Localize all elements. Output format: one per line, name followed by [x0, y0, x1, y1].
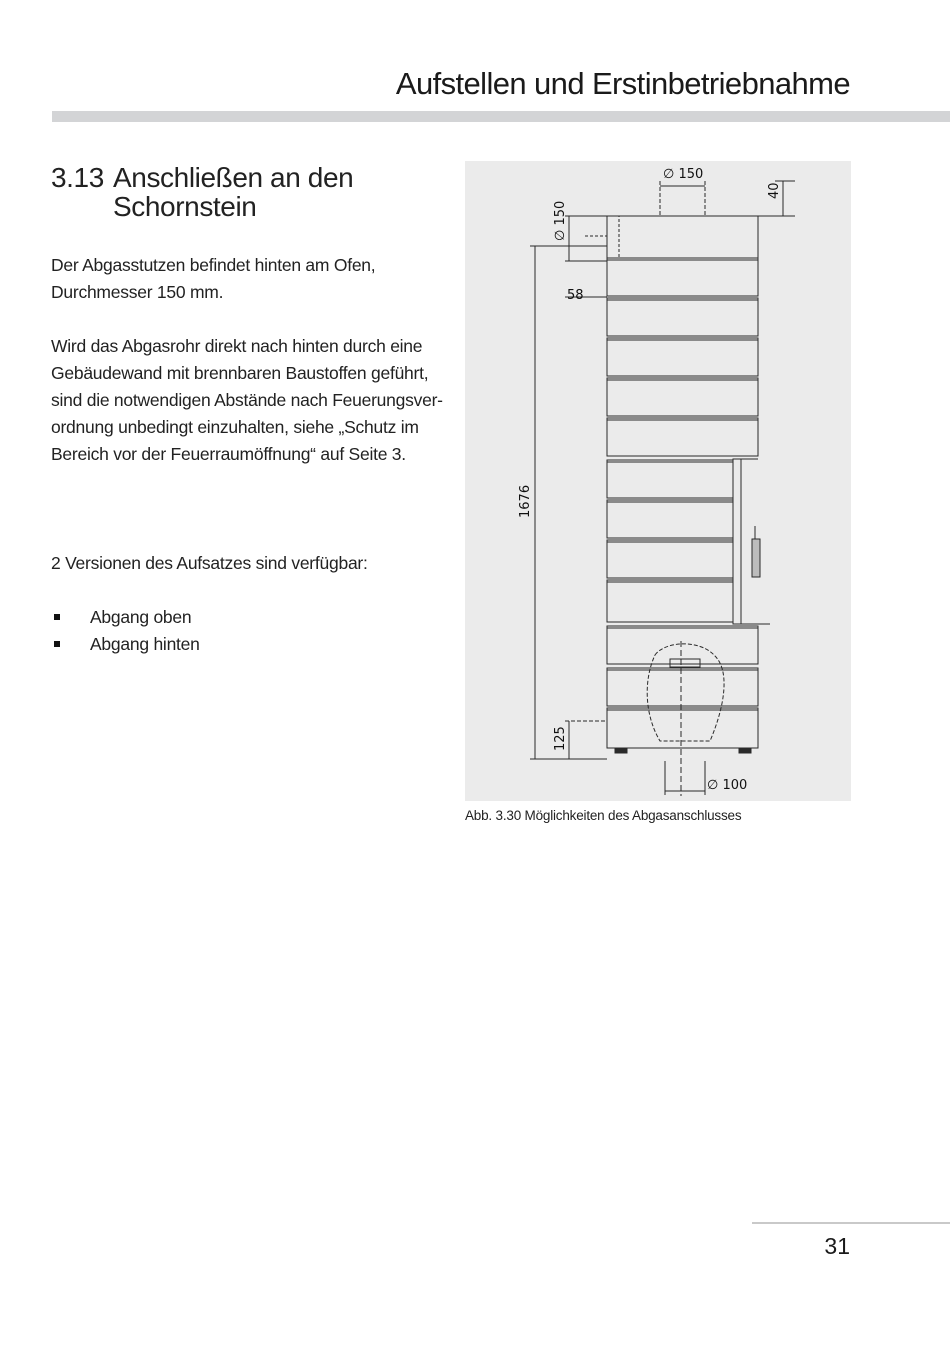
list-item-text: Abgang hinten: [90, 634, 200, 654]
stove-segment: [607, 418, 758, 456]
dim-bottom-diameter: ∅ 100: [707, 778, 748, 793]
text-line: Bereich vor der Feuerraumöffnung“ auf Seite 3.: [51, 444, 406, 464]
text-line: Durchmesser 150 mm.: [51, 282, 224, 302]
stove-segment: [607, 626, 758, 664]
list-item: [51, 604, 431, 631]
paragraph-abgasstutzen: [51, 252, 443, 306]
paragraph-versionen: [51, 550, 443, 577]
text-line: sind die notwendigen Abstände nach Feuerungsver-: [51, 390, 443, 410]
figure-caption: Abb. 3.30 Möglichkeiten des Abgasanschlusses: [465, 808, 742, 823]
header-rule: [52, 111, 950, 122]
text-line: ordnung unbedingt einzuhalten, siehe „Schutz im: [51, 417, 419, 437]
page-number: 31: [824, 1233, 850, 1259]
stove-segment: [607, 580, 733, 622]
dim-top-offset: 40: [767, 182, 782, 199]
bullet-square-icon: [54, 641, 60, 647]
section-title-line1: Anschließen an den: [113, 162, 354, 193]
dim-side-diameter: ∅ 150: [553, 200, 568, 241]
stove-segment: [607, 338, 758, 376]
dim-side-offset: 58: [567, 288, 584, 303]
text-line: 2 Versionen des Aufsatzes sind verfügbar:: [51, 553, 368, 573]
dim-height: 1676: [518, 484, 533, 518]
stove-segment: [607, 378, 758, 416]
stove-segment: [607, 500, 733, 538]
footer-rule: [752, 1222, 950, 1224]
chapter-title: Aufstellen und Erstinbetriebnahme: [395, 66, 850, 101]
text-line: Wird das Abgasrohr direkt nach hinten durch eine: [51, 336, 423, 356]
bullet-square-icon: [54, 614, 60, 620]
dim-bottom-height: 125: [553, 726, 568, 751]
dim-top-diameter: ∅ 150: [663, 167, 704, 182]
stove-segment: [607, 258, 758, 296]
stove-segment: [607, 460, 733, 498]
drawing-svg: [465, 161, 851, 801]
stove-segment: [607, 668, 758, 706]
list-item: [51, 631, 431, 658]
section-heading: [51, 163, 431, 221]
section-title-line2: Schornstein: [113, 191, 257, 222]
paragraph-abstaende: [51, 333, 443, 468]
bullet-list: [51, 604, 431, 658]
stove-segment: [607, 540, 733, 578]
stove-segment: [607, 298, 758, 336]
text-line: Der Abgasstutzen befindet hinten am Ofen,: [51, 255, 376, 275]
top-cap: [607, 216, 758, 258]
section-number: 3.13: [51, 162, 104, 193]
stove-technical-drawing: [465, 161, 851, 801]
list-item-text: Abgang oben: [90, 607, 192, 627]
text-line: Gebäudewand mit brennbaren Baustoffen geführt,: [51, 363, 429, 383]
stove-base-segment: [607, 708, 758, 748]
